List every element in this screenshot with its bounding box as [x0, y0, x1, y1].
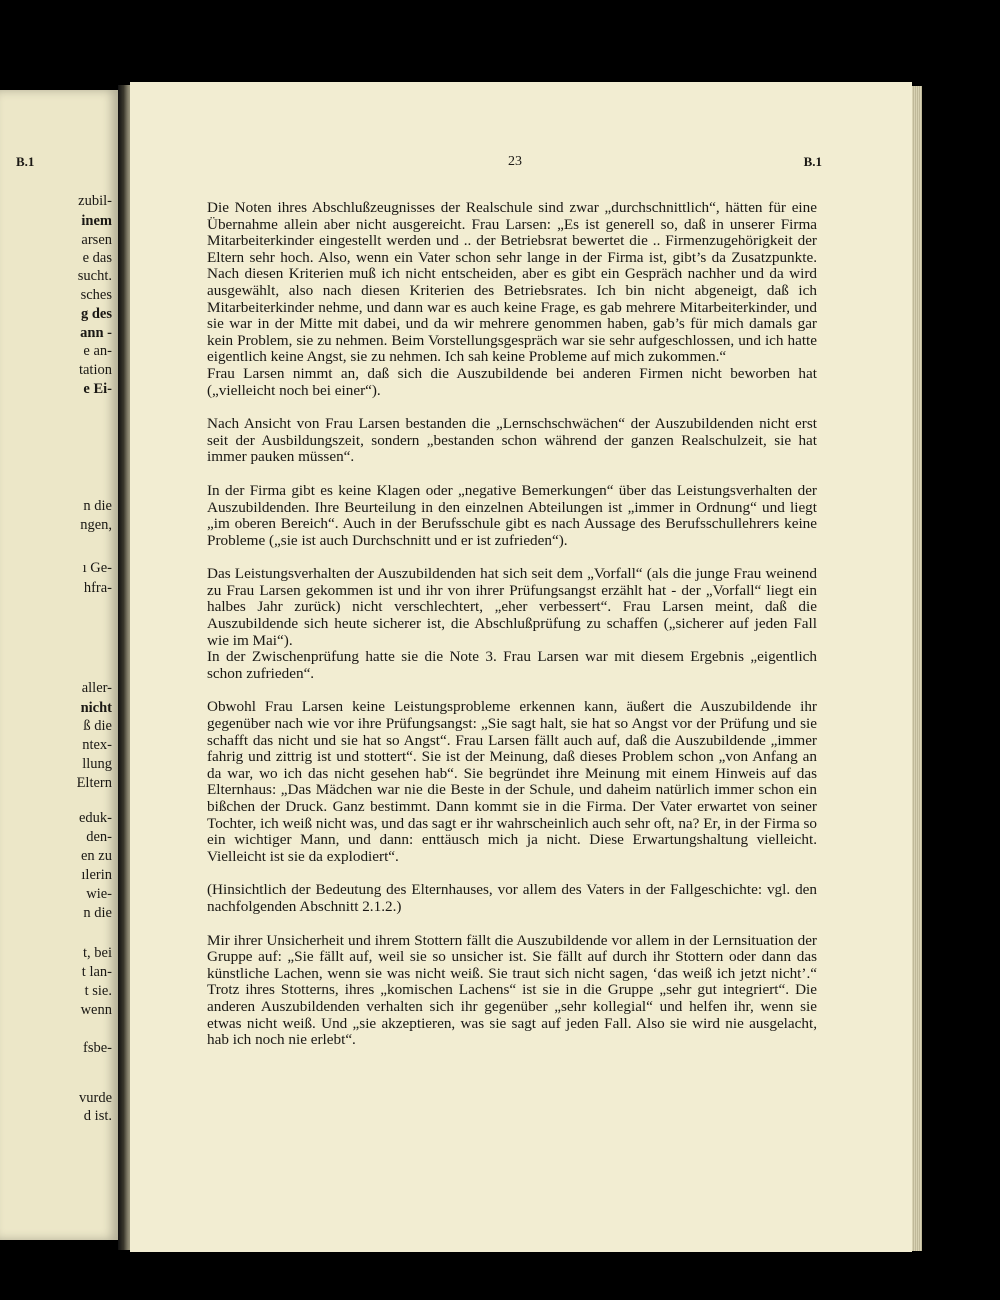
left-page-fragment: nicht: [80, 700, 112, 716]
left-page-fragment: arsen: [81, 232, 112, 248]
paragraph: In der Zwischenprüfung hatte sie die Note 3. Frau Larsen war mit diesem Ergebnis „eigentlich schon zufrieden“.: [207, 648, 817, 682]
paragraph: In der Firma gibt es keine Klagen oder „negative Bemerkungen“ über das Leistungsverhalten der Auszubildenden. Ihre Beurteilung in den einzelnen Abteilungen ist „immer in Ordnung“ und liegt „im oberen Bereich“. Auch in der Berufsschule gibt es nach Aussage des Berufsschullehrers keine Probleme („sie ist auch Durchschnitt und er ist zufrieden“).: [207, 481, 817, 549]
page-edge: [912, 86, 922, 1251]
left-page-fragment: vurde: [78, 1090, 112, 1106]
left-page-fragment: ann -: [80, 325, 112, 341]
left-page-fragment: llung: [82, 756, 112, 772]
left-page-fragment: eduk-: [78, 810, 112, 826]
left-page-fragment: ntex-: [82, 737, 112, 753]
left-page-fragment: ß die: [83, 718, 112, 734]
body-text: [207, 200, 817, 1049]
left-page-fragment: ı Ge-: [82, 560, 112, 576]
left-page-fragment: en zu: [81, 848, 112, 864]
paragraph: (Hinsichtlich der Bedeutung des Elternhauses, vor allem des Vaters in der Fallgeschichte: vgl. den nachfolgenden Abschnitt 2.1.2.): [207, 881, 817, 915]
left-page-fragment: Eltern: [76, 775, 112, 791]
left-page-fragment: fsbe-: [83, 1040, 112, 1056]
left-page-header: B.1: [16, 154, 35, 169]
left-page-fragment: n die: [83, 905, 112, 921]
left-page-fragment: ılerin: [81, 867, 112, 883]
paragraph: Nach Ansicht von Frau Larsen bestanden die „Lernschschwächen“ der Auszubildenden nicht erst seit der Ausbildungszeit, sondern „bestanden schon während der ganzen Realschulzeit, sie hat immer pauken müssen“.: [207, 415, 817, 466]
paragraph: Die Noten ihres Abschlußzeugnisses der Realschule sind zwar „durchschnittlich“, hätten für eine Übernahme allein aber nicht ausgereicht. Frau Larsen: „Es ist generell so, daß in unserer Firma Mitarbeiterkinder eingestellt werden und .. der Betriebsrat bewertet die .. Firmenzugehörigkeit der Eltern sehr hoch. Also, wenn ein Vater schon sehr lange in der Firma ist, gibt’s da Zusatzpunkte. Nach diesen Kriterien muß ich nicht entscheiden, aber es gibt ein Gespräch nachher und da wird ausgewählt, also nach diesen Kriterien des Betriebsrates. Ich bin nicht abgeneigt, daß ich Mitarbeiterkinder nehme, und dann war es auch keine Frage, es gab mehrere Mitarbeiterkinder, und sie war in der Mitte mit dabei, und da wir mehrere genommen haben, gab’s für mich damals gar kein Problem, sie zu nehmen. Beim Vorstellungsgespräch war sie sehr aufgeschlossen, und ich hatte eigentlich keine Angst, sie zu nehmen. Ich sah keine Probleme auf mich zukommen.“: [207, 199, 817, 366]
page-number: 23: [508, 154, 522, 169]
paragraph: Mir ihrer Unsicherheit und ihrem Stottern fällt die Auszubildende vor allem in der Lernsituation der Gruppe auf: „Sie fällt auf, weil sie so unsicher ist. Sie fällt auf durch ihr Stottern oder dann das künstliche Lachen, wenn sie was nicht weiß. Sie traut sich nicht sagen, ‘das weiß ich jetzt nicht’.“ Trotz ihres Stotterns, ihres „komischen Lachens“ ist sie in die Gruppe „sehr gut integriert“. Die anderen Auszubildenden verhalten sich ihr gegenüber „sehr kollegial“ und helfen ihr, wenn sie etwas nicht weiß. Und „sie akzeptieren, was sie sagt auf jeden Fall. Also sie wird nie ausgelacht, hab ich noch nie erlebt“.: [207, 931, 817, 1049]
left-page-fragment: zubil-: [78, 193, 112, 209]
left-page-fragment: tation: [78, 362, 112, 378]
left-page-fragment: e das: [82, 250, 112, 266]
left-page-fragment: t, bei: [83, 945, 112, 961]
left-page-fragment: sucht.: [77, 268, 112, 284]
paragraph: Obwohl Frau Larsen keine Leistungsprobleme erkennen kann, äußert die Auszubildende ihr gegenüber nach wie vor ihre Prüfungsangst: „Sie sagt halt, sie hat so Angst vor der Prüfung und sie schafft das nicht und sie hat so Angst“. Frau Larsen fällt auch auf, daß die Auszubildende „immer fahrig und zittrig ist und stottert“. Sie ist der Meinung, daß dieses Problem schon „von Anfang an da war, wo ich das nicht gesehen hab“. Sie begründet ihre Meinung mit einem Hinweis auf das Elternhaus: „Das Mädchen war nie die Beste in der Schule, und daheim natürlich immer schon ein bißchen der Druck. Ganz bestimmt. Dann kommt sie in die Firma. Der Vater erwartet von seiner Tochter, ich weiß nicht was, und das sagt er ihr wahrscheinlich auch sehr oft, na? Er, in der Firma so ein wichtiger Mann, und dann: enttäusch mich ja nicht. Diese Erwartungshaltung vielleicht. Vielleicht ist sie da explodiert“.: [207, 698, 817, 865]
left-page-fragment: hfra-: [83, 580, 112, 596]
left-page-fragment: ngen,: [80, 517, 112, 533]
paragraph: Das Leistungsverhalten der Auszubildenden hat sich seit dem „Vorfall“ (als die junge Frau weinend zu Frau Larsen gekommen ist und ihr von ihrer Prüfungsangst erzählt hat - der „Vorfall“ liegt ein halbes Jahr zurück) nicht verschlechtert, „eher verbessert“. Frau Larsen meint, daß die Auszubildende sich heute sicherer ist, die Abschlußprüfung zu schaffen („sicherer auf jeden Fall wie im Mai“).: [207, 565, 817, 649]
left-page-fragment: den-: [86, 829, 112, 845]
paragraph: Frau Larsen nimmt an, daß sich die Auszubildende bei anderen Firmen nicht beworben hat („vielleicht noch bei einer“).: [207, 364, 817, 399]
section-label: B.1: [803, 154, 822, 169]
left-page-fragment: sches: [80, 287, 112, 303]
left-page-fragment: d ist.: [83, 1108, 112, 1124]
left-page-fragment: wie-: [86, 886, 112, 902]
left-page: [0, 90, 118, 1240]
left-page-fragment: t sie.: [84, 983, 112, 999]
left-page-fragment: e Ei-: [83, 381, 112, 397]
left-page-fragment: wenn: [80, 1002, 112, 1018]
left-page-fragment: e an-: [83, 343, 112, 359]
left-page-fragment: aller-: [81, 680, 112, 696]
right-page: [130, 82, 912, 1252]
left-page-fragment: inem: [81, 213, 112, 229]
left-page-fragment: g des: [80, 306, 112, 322]
left-page-fragment: t lan-: [81, 964, 112, 980]
left-page-fragment: n die: [83, 498, 112, 514]
